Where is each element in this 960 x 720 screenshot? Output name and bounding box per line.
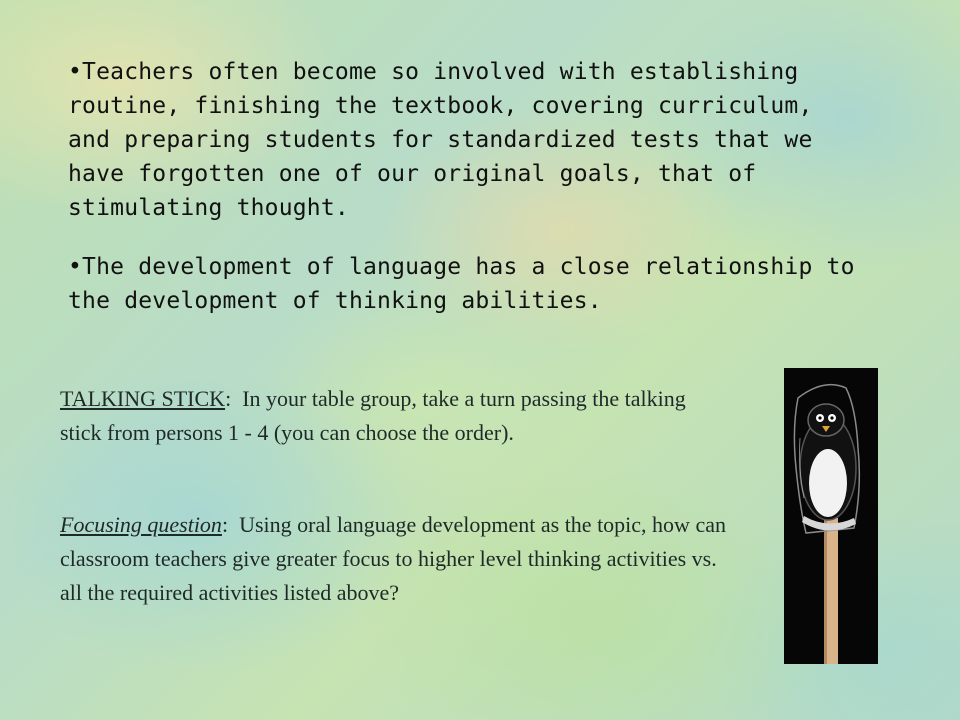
- focusing-question-paragraph: [60, 508, 740, 610]
- penguin-talking-stick-image: [784, 368, 878, 664]
- penguin-talking-stick-icon: [784, 368, 878, 664]
- talking-stick-paragraph: [60, 382, 700, 450]
- penguin-pupil-left-shape: [818, 416, 821, 419]
- talking-stick-text: In your table group, take a turn passing the talking stick from persons 1 - 4 (you can choose the order).: [60, 386, 686, 445]
- bullet-2: •The development of language has a close relationship to the development of thinking abilities.: [68, 254, 855, 314]
- penguin-pupil-right-shape: [830, 416, 833, 419]
- talking-stick-sep: :: [225, 386, 243, 411]
- talking-stick-heading: TALKING STICK: [60, 386, 226, 411]
- focusing-question-text: Using oral language development as the topic, how can classroom teachers give greater focus to higher level thinking activities vs. all the required activities listed above?: [60, 512, 726, 605]
- focusing-question-heading: Focusing question: [60, 512, 222, 537]
- focusing-sep: :: [221, 512, 240, 537]
- bullet-1: •Teachers often become so involved with establishing routine, finishing the textbook, covering curriculum, and preparing students for standardized tests that we have forgotten one of our original goals, that of stimulating thought.: [68, 59, 813, 221]
- penguin-belly-shape: [809, 449, 847, 517]
- stick-shadow-shape: [824, 518, 827, 664]
